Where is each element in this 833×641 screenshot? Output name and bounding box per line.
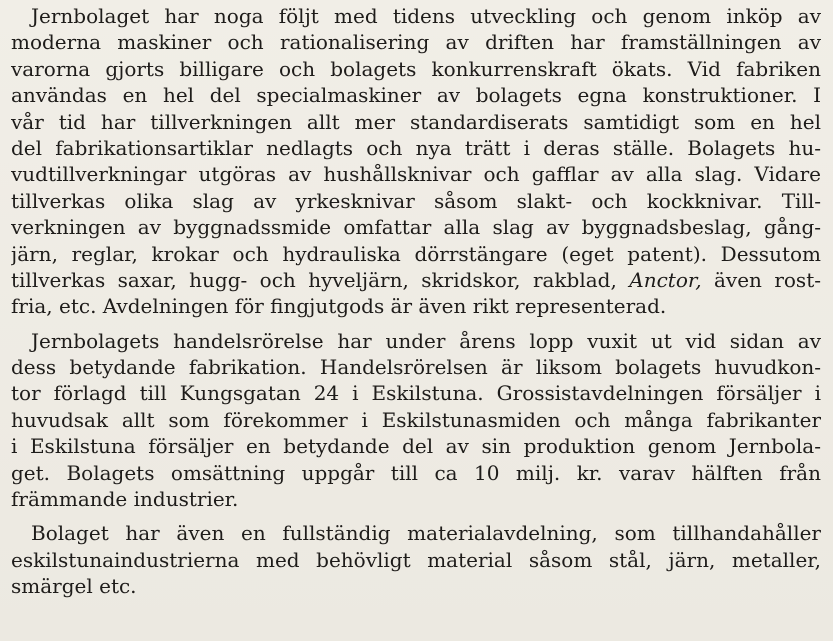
text-segment: även rost- (713, 267, 821, 292)
text-line: Bolaget har även en fullständig materialavdelning, som tillhandahåller (31, 521, 821, 546)
paragraph-materials (11, 520, 821, 599)
text-line: fria, etc. Avdelningen för fingjutgods är även rikt representerad. (11, 294, 667, 319)
text-line: främmande industrier. (11, 487, 239, 512)
text-line: moderna maskiner och rationalisering av driften har framställningen av (11, 30, 821, 55)
text-line: tor förlagd till Kungsgatan 24 i Eskilstuna. Grossistavdelningen försäljer i (11, 381, 821, 406)
text-line: i Eskilstuna försäljer en betydande del av sin produktion genom Jernbola- (11, 434, 821, 459)
text-line: huvudsak allt som förekommer i Eskilstunasmiden och många fabrikanter (11, 407, 821, 432)
text-line: användas en hel del specialmaskiner av bolagets egna konstruktioner. I (11, 83, 821, 108)
text-line: eskilstunaindustrierna med behövligt material såsom stål, järn, metaller, (11, 547, 821, 572)
text-line: vår tid har tillverkningen allt mer standardiserats samtidigt som en hel (11, 109, 821, 134)
italic-product-name: Anctor, (629, 267, 702, 292)
text-line: Jernbolagets handelsrörelse har under årens lopp vuxit ut vid sidan av (31, 328, 821, 353)
paragraph-trade (11, 328, 821, 513)
text-line-with-italic (11, 267, 821, 293)
text-line: tillverkas olika slag av yrkesknivar såsom slakt- och kockknivar. Till- (11, 188, 821, 213)
text-line: dess betydande fabrikation. Handelsrörelsen är liksom bolagets huvudkon- (11, 355, 821, 380)
text-line: varorna gjorts billigare och bolagets konkurrenskraft ökats. Vid fabriken (11, 56, 821, 81)
text-line: vudtillverkningar utgöras av hushållsknivar och gafflar av alla slag. Vidare (11, 162, 821, 187)
text-line: Jernbolaget har noga följt med tidens utveckling och genom inköp av (31, 4, 821, 28)
text-line: smärgel etc. (11, 574, 137, 599)
text-line: järn, reglar, krokar och hydrauliska dörrstängare (eget patent). Dessutom (11, 241, 821, 266)
paragraph-production (11, 3, 821, 320)
text-line: verkningen av byggnadssmide omfattar alla slag av byggnadsbeslag, gång- (11, 215, 821, 240)
text-line: get. Bolagets omsättning uppgår till ca 10 milj. kr. varav hälften från (11, 460, 821, 485)
text-segment: tillverkas saxar, hugg- och hyveljärn, skridskor, rakblad, (11, 267, 617, 292)
text-line: del fabrikationsartiklar nedlagts och nya trätt i deras ställe. Bolagets hu- (11, 135, 821, 160)
